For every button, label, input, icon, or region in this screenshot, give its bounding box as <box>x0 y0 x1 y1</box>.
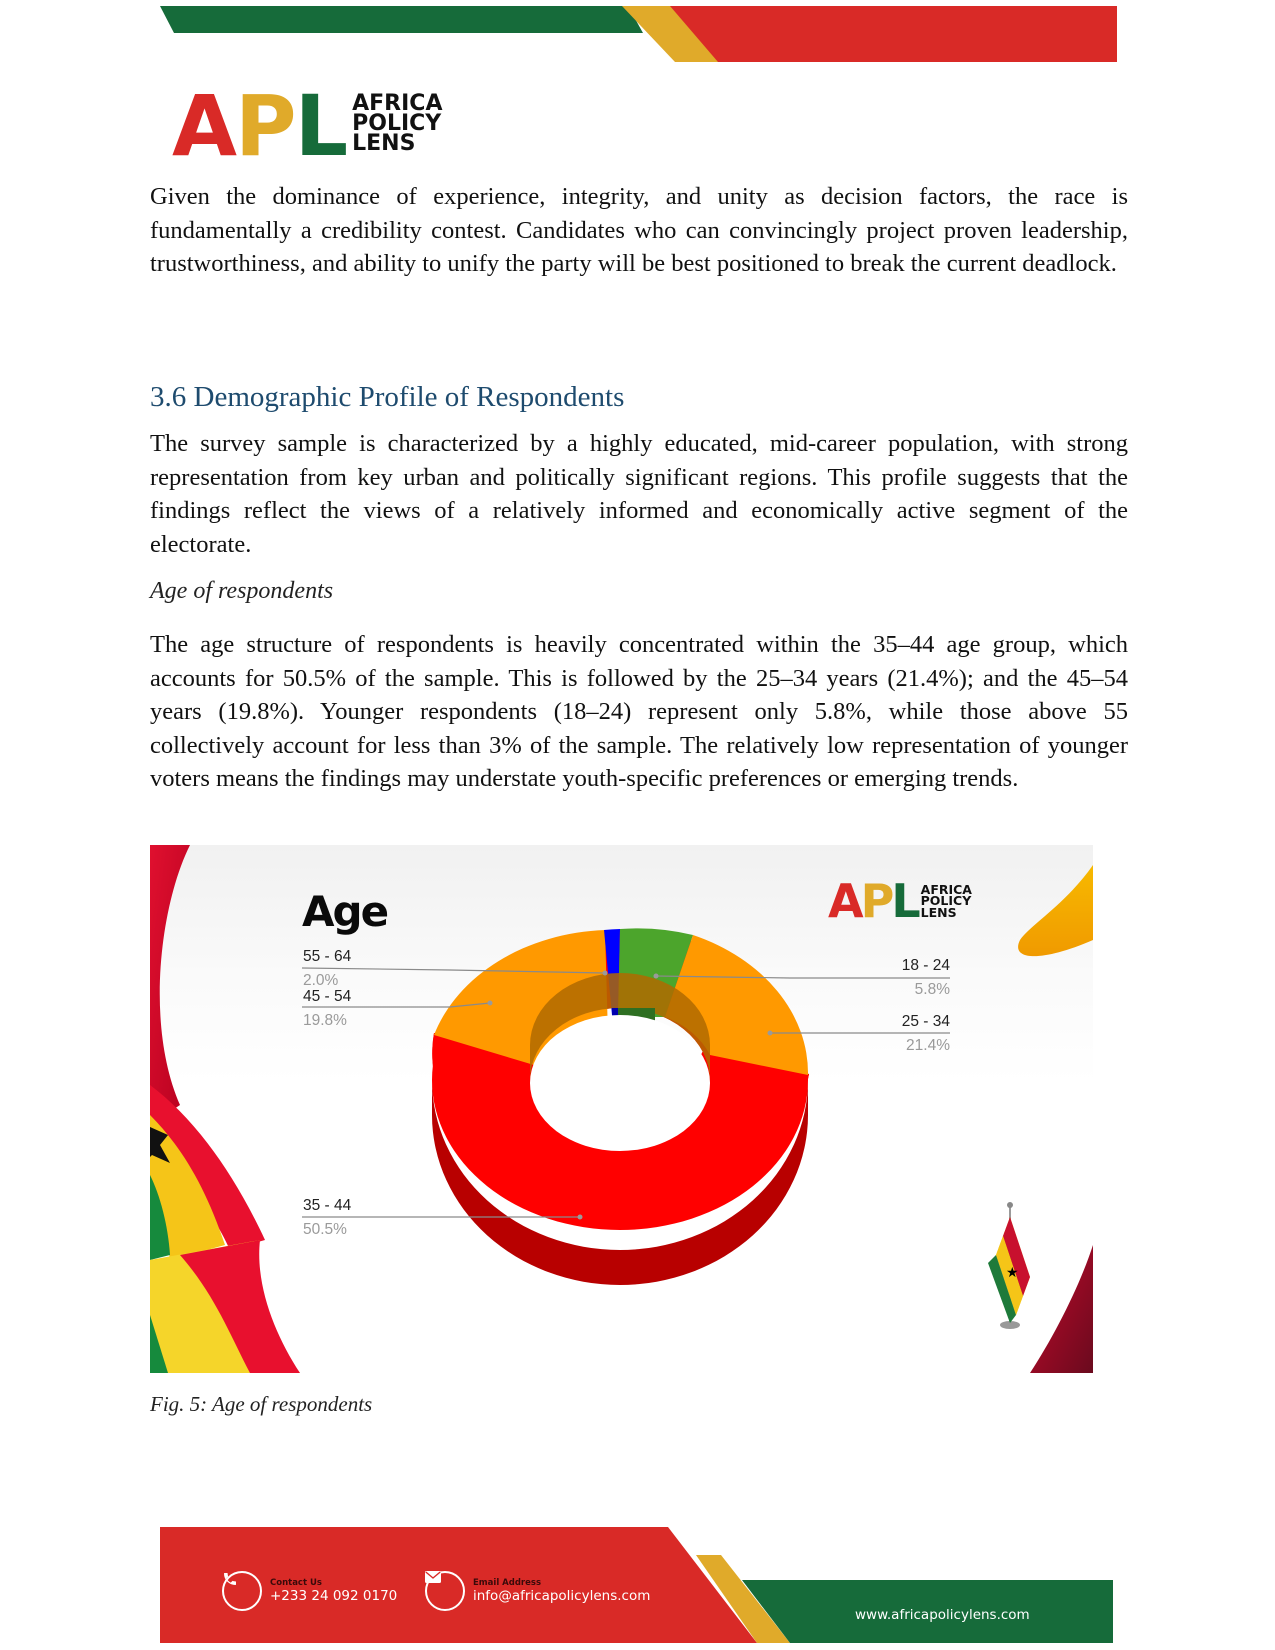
chart-title: Age <box>302 887 388 936</box>
logo-mark: A P L <box>172 77 345 175</box>
header-logo <box>172 77 443 175</box>
label-35-44: 35 - 44 50.5% <box>303 1197 352 1238</box>
paragraph-sample-profile: The survey sample is characterized by a highly educated, mid-career population, with strong representation from key urban and politically significant regions. This profile suggests that the findings reflect the views of a relatively informed and economically active segment of the electorate. <box>150 430 1128 558</box>
svg-text:★: ★ <box>1006 1265 1019 1281</box>
footer-banner <box>0 1510 1275 1650</box>
subheading-age: Age of respondents <box>150 578 334 604</box>
contact-email: Email Address info@africapolicylens.com <box>425 1571 650 1611</box>
label-18-24: 18 - 24 5.8% <box>901 957 950 998</box>
section-heading: 3.6 Demographic Profile of Respondents <box>150 381 625 413</box>
label-25-34: 25 - 34 21.4% <box>901 1013 950 1054</box>
figure-caption: Fig. 5: Age of respondents <box>150 1392 373 1416</box>
paragraph-credibility: Given the dominance of experience, integrity, and unity as decision factors, the race is fundamentally a credibility contest. Candidates who can convincingly project proven leadership, trustworthiness, and ability to unify the party will be best positioned to break the current deadlock. <box>150 183 1128 278</box>
contact-phone: Contact Us +233 24 092 0170 <box>222 1571 397 1611</box>
phone-icon <box>222 1571 262 1611</box>
label-45-54: 45 - 54 19.8% <box>303 988 352 1029</box>
flag-ribbon-decoration <box>150 845 190 1125</box>
age-chart-figure <box>150 845 1093 1373</box>
phone-number[interactable]: +233 24 092 0170 <box>270 1588 398 1604</box>
email-link[interactable]: info@africapolicylens.com <box>473 1588 651 1604</box>
paragraph-age-structure: The age structure of respondents is heavily concentrated within the 35–44 age group, which accounts for 50.5% of the sample. This is followed by the 25–34 years (21.4%); and the 45–54 years (19.8%). Younger respondents (18–24) represent only 5.8%, while those above 55 collectively account for less than 3% of the sample. The relatively low representation of younger voters means the findings may understate youth-specific preferences or emerging trends. <box>150 631 1128 793</box>
logo-wordmark: AFRICA POLICY LENS <box>352 90 443 157</box>
website-link[interactable]: www.africapolicylens.com <box>855 1607 1030 1623</box>
email-icon <box>425 1571 465 1611</box>
chart-logo: A P L AFRICA POLICY LENS <box>828 874 972 928</box>
top-banner <box>0 0 1275 66</box>
label-55-64: 55 - 64 2.0% <box>303 948 352 989</box>
